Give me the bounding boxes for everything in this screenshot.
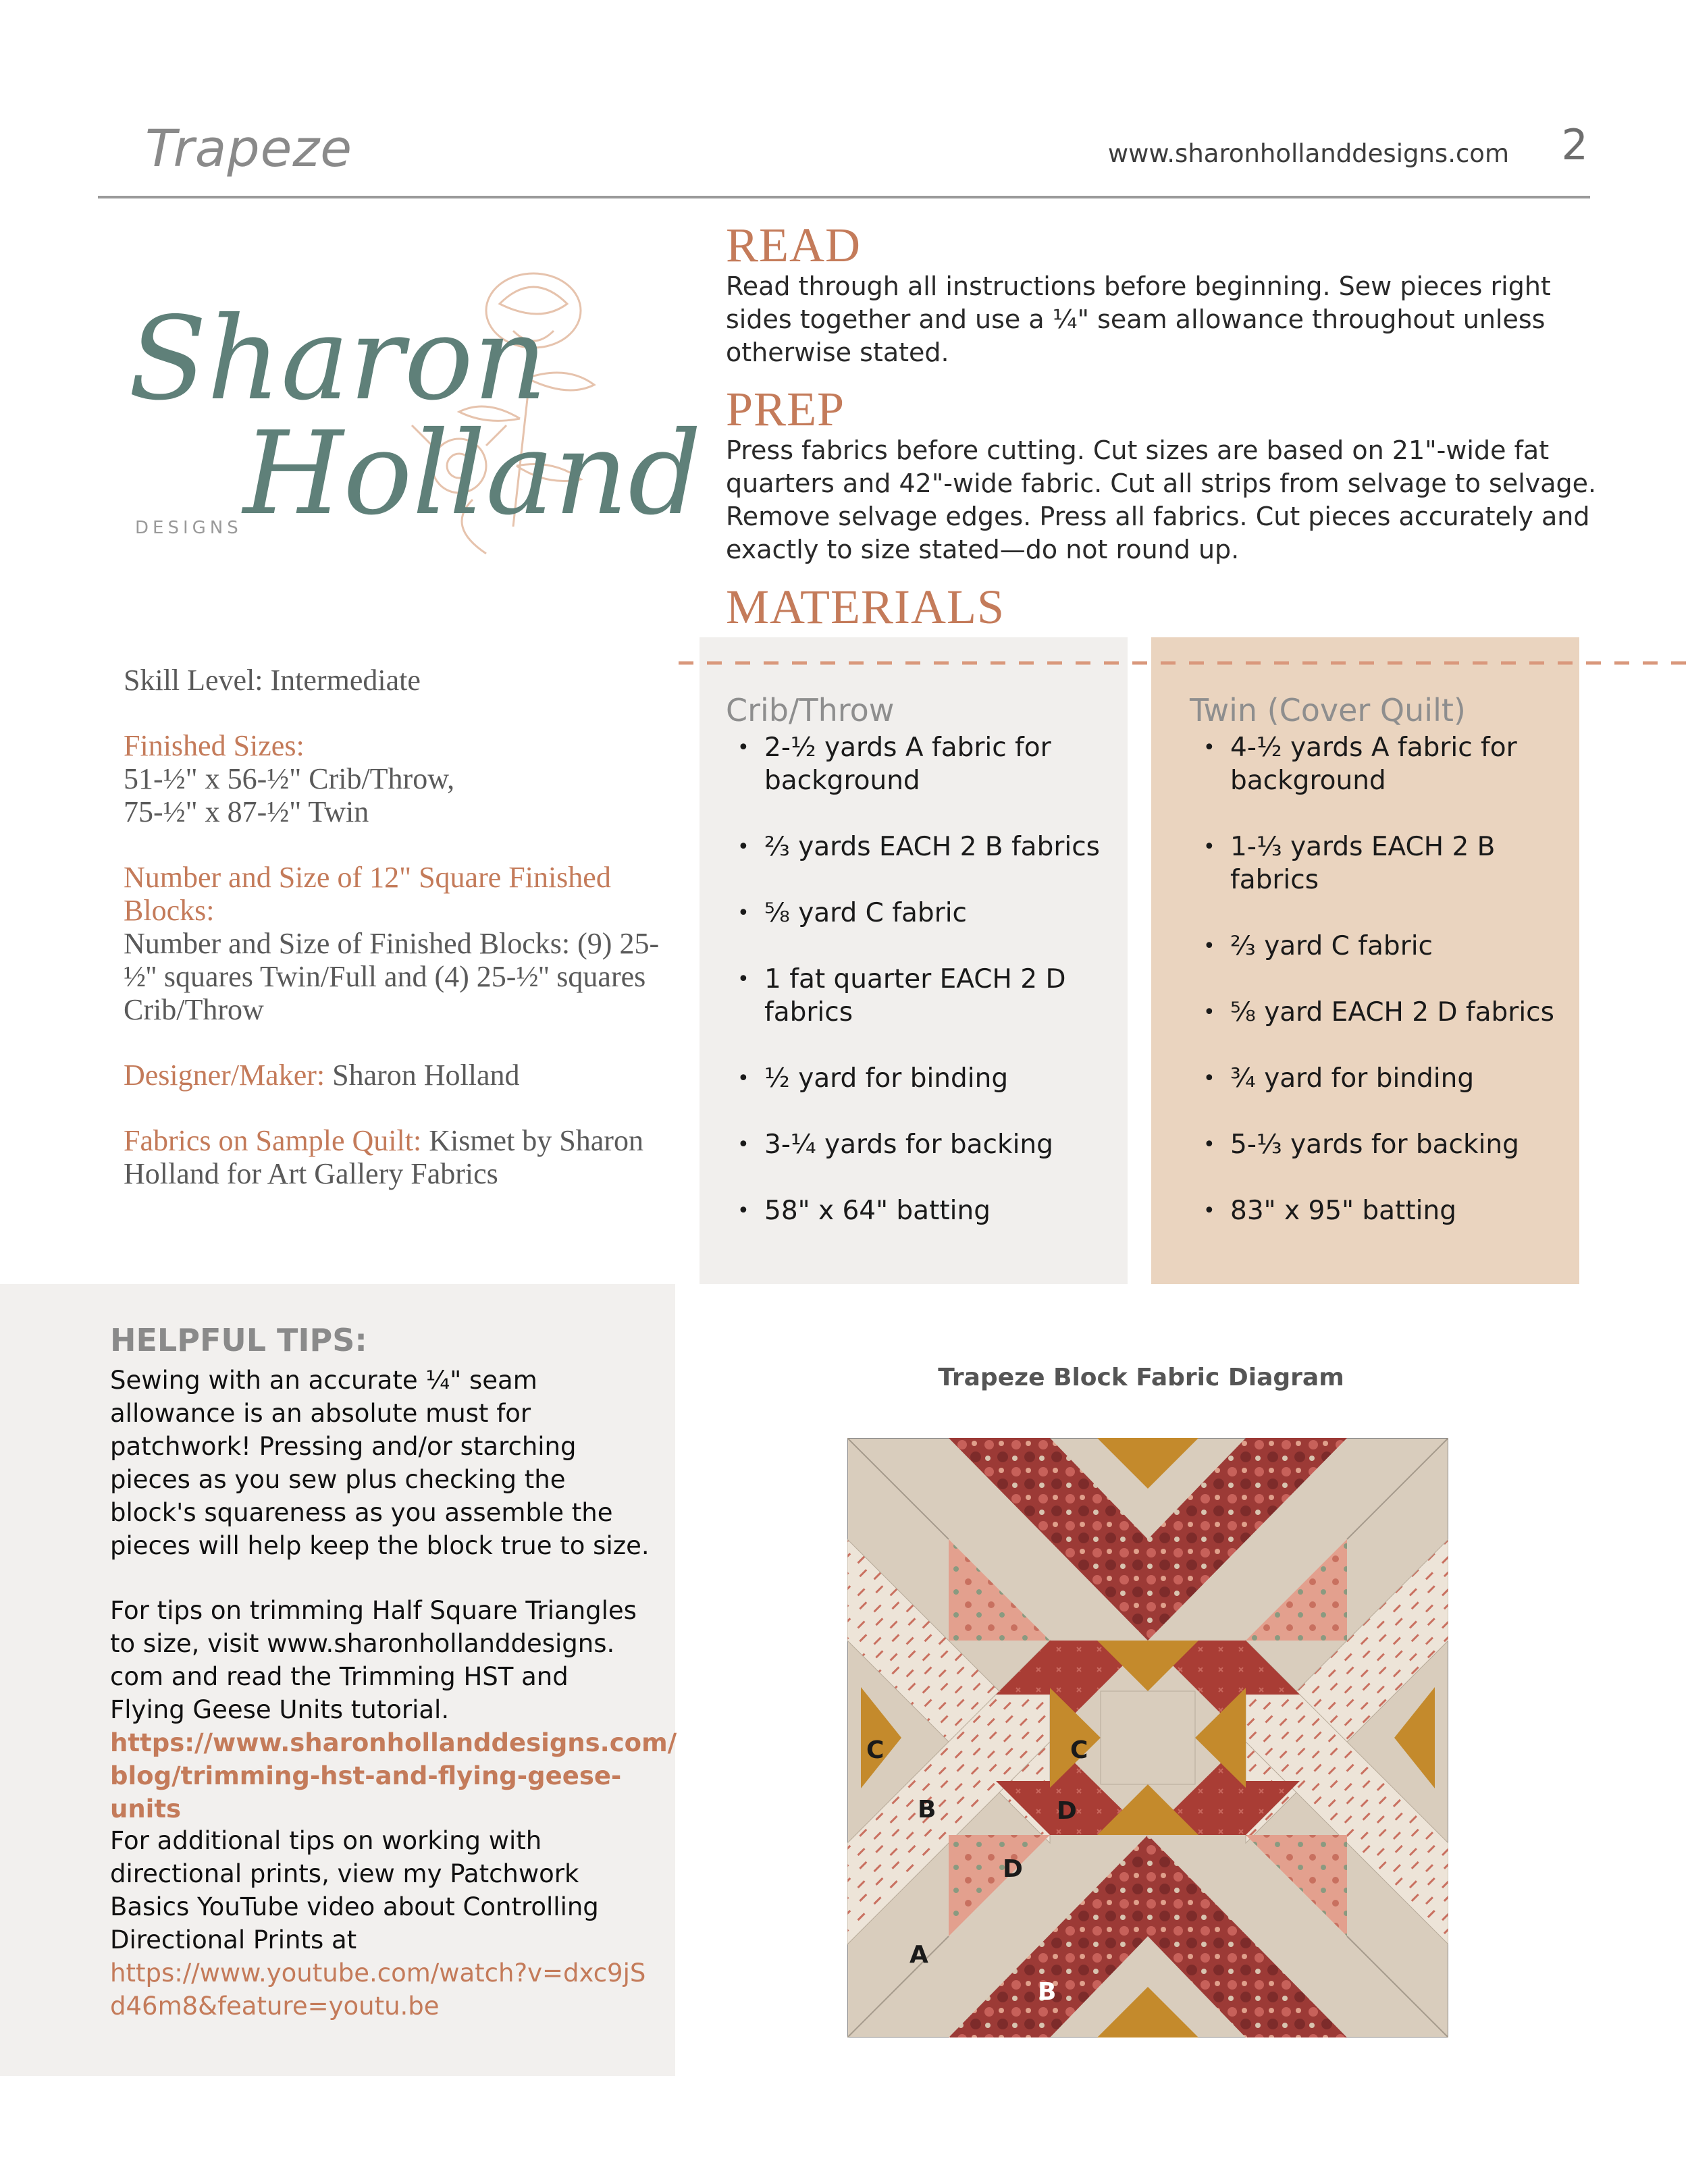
tip-trimming-hst — [110, 1594, 677, 1826]
helpful-tips-heading: HELPFUL TIPS: — [110, 1322, 367, 1358]
label-c-left: C — [866, 1736, 885, 1764]
logo-tagline: DESIGNS — [135, 518, 242, 538]
list-item: • 3-¼ yards for backing — [728, 1128, 1126, 1161]
read-body: Read through all instructions before beginning. Sew pieces right sides together and use a ¼" seam allowance throughout unless otherwise stated. — [726, 271, 1551, 367]
sample-fabrics-label: Fabrics on Sample Quilt: — [124, 1124, 422, 1157]
block-count-value: Number and Size of Finished Blocks: (9) 25-½'' squares Twin/Full and (4) 25-½'' squares Crib/Throw — [124, 927, 660, 1026]
list-item: • ½ yard for binding — [728, 1062, 1126, 1095]
list-item: • 83" x 95" batting — [1194, 1194, 1579, 1227]
list-item: • 4-½ yards A fabric for background — [1194, 731, 1579, 797]
pattern-title: Trapeze — [145, 118, 352, 178]
tip-directional-text: For additional tips on working with directional prints, view my Patchwork Basics YouTube video about Controlling Directional Prints at — [110, 1826, 599, 1954]
list-item: • ¾ yard for binding — [1194, 1062, 1579, 1095]
crib-throw-heading: Crib/Throw — [726, 692, 895, 728]
designer-label: Designer/Maker: — [124, 1059, 325, 1092]
list-item: • 58" x 64" batting — [728, 1194, 1126, 1227]
trapeze-block-illustration — [847, 1438, 1448, 2037]
website-url: www.sharonhollanddesigns.com — [1107, 139, 1509, 168]
designer-value: Sharon Holland — [332, 1059, 520, 1092]
sample-fabrics-value: Kismet by Sharon Holland for Art Gallery Fabrics — [124, 1124, 643, 1190]
label-d-lower: D — [1003, 1855, 1023, 1883]
list-item: • 1-⅓ yards EACH 2 B fabrics — [1194, 830, 1579, 897]
list-item: • 2-½ yards A fabric for background — [728, 731, 1126, 797]
finished-size-twin: 75-½" x 87-½" Twin — [124, 795, 369, 828]
sample-fabrics — [124, 1124, 677, 1190]
label-d-center: D — [1057, 1797, 1077, 1825]
twin-heading: Twin (Cover Quilt) — [1190, 692, 1466, 728]
list-item: • ⅔ yard C fabric — [1194, 930, 1579, 963]
list-item: • ⅝ yard C fabric — [728, 897, 1126, 930]
designer — [124, 1059, 677, 1092]
label-b-left: B — [918, 1796, 937, 1823]
block-diagram — [847, 1438, 1448, 2037]
skill-level: Skill Level: Intermediate — [124, 664, 421, 697]
logo-line1: Sharon — [128, 292, 548, 426]
diagram-caption: Trapeze Block Fabric Diagram — [938, 1364, 1344, 1391]
list-item: • 5-⅓ yards for backing — [1194, 1128, 1579, 1161]
label-b-bottom: B — [1038, 1978, 1057, 2006]
youtube-video-link[interactable]: https://www.youtube.com/watch?v=dxc9jS d46m8&feature=youtu.be — [110, 1959, 646, 2021]
finished-sizes — [124, 729, 677, 828]
header-divider — [98, 196, 1590, 198]
logo-line2: Holland — [243, 407, 702, 541]
block-count — [124, 861, 677, 1026]
twin-materials-list — [1194, 731, 1579, 1227]
tip-seam-allowance: Sewing with an accurate ¼" seam allowance is an absolute must for patchwork! Pressing and/or starching pieces as you sew plus checking the block's squareness as you assemble the pieces will help keep the block true to size. — [110, 1366, 650, 1560]
block-count-label: Number and Size of 12" Square Finished Blocks: — [124, 861, 611, 927]
list-item: • ⅔ yards EACH 2 B fabrics — [728, 830, 1126, 863]
list-item: • ⅝ yard EACH 2 D fabrics — [1194, 996, 1579, 1029]
tip-trimming-text: For tips on trimming Half Square Triangles to size, visit www.sharonhollanddesigns. com and read the Trimming HST and Flying Geese Units tutorial. — [110, 1596, 637, 1724]
prep-body: Press fabrics before cutting. Cut sizes are based on 21"-wide fat quarters and 42"-wide fabric. Cut all strips from selvage to selvage. Remove selvage edges. Press all fabrics. Cut pieces accurately and exactly to size stated—do not round up. — [726, 435, 1597, 564]
label-c-center: C — [1070, 1736, 1088, 1764]
list-item: • 1 fat quarter EACH 2 D fabrics — [728, 963, 1126, 1029]
tip-directional-prints — [110, 1824, 650, 2023]
trimming-tutorial-link[interactable]: https://www.sharonhollanddesigns.com/ blog/trimming-hst-and-flying-geese-units — [110, 1728, 677, 1823]
read-heading: READ — [726, 218, 861, 272]
materials-heading: MATERIALS — [726, 580, 1005, 634]
finished-size-crib: 51-½" x 56-½" Crib/Throw, — [124, 762, 455, 795]
crib-materials-list — [728, 731, 1126, 1227]
sharon-holland-logo — [108, 243, 702, 594]
page-number: 2 — [1561, 120, 1588, 169]
prep-heading: PREP — [726, 382, 845, 436]
finished-sizes-label: Finished Sizes: — [124, 729, 305, 762]
label-a: A — [909, 1941, 928, 1969]
dashed-divider — [679, 656, 1688, 670]
